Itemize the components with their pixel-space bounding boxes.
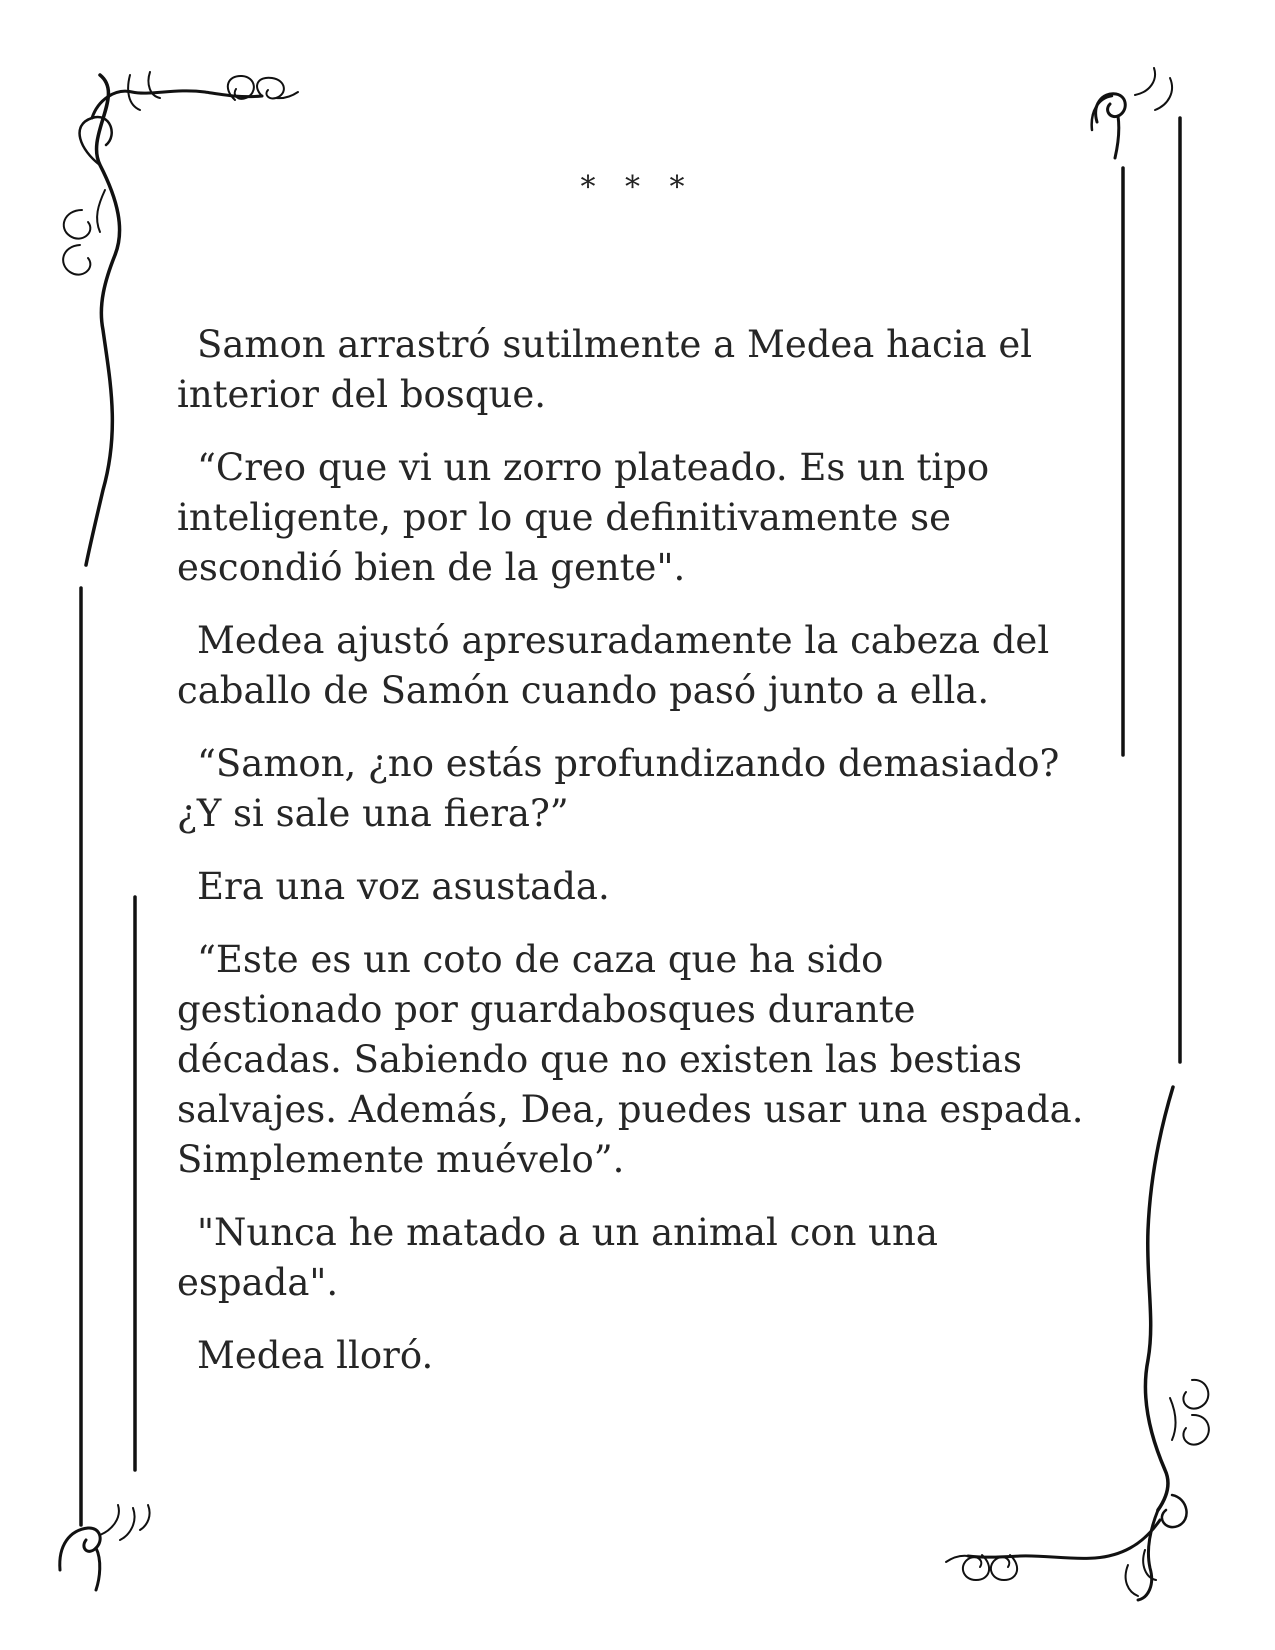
- paragraph: “Este es un coto de caza que ha sido gestionado por guardabosques durante décadas. Sabiendo que no existen las bestias salvajes. Además, Dea, puedes usar una espada. Simplemente muévelo”.: [177, 938, 1084, 1181]
- story-text: [177, 320, 1087, 1404]
- paragraph: Medea ajustó apresuradamente la cabeza del caballo de Samón cuando pasó junto a ella.: [177, 619, 1050, 712]
- top-right-flourish: [1092, 68, 1172, 158]
- paragraph: Medea lloró.: [197, 1334, 434, 1377]
- paragraph: "Nunca he matado a un animal con una espada".: [177, 1211, 938, 1304]
- paragraph: Samon arrastró sutilmente a Medea hacia el interior del bosque.: [177, 323, 1033, 416]
- paragraph: “Creo que vi un zorro plateado. Es un tipo inteligente, por lo que definitivamente se escondió bien de la gente".: [177, 446, 990, 589]
- paragraph: Era una voz asustada.: [197, 865, 610, 908]
- scene-separator: * * *: [580, 170, 695, 205]
- bottom-left-flourish: [60, 1505, 150, 1590]
- paragraph: “Samon, ¿no estás profundizando demasiado? ¿Y si sale una fiera?”: [177, 742, 1060, 835]
